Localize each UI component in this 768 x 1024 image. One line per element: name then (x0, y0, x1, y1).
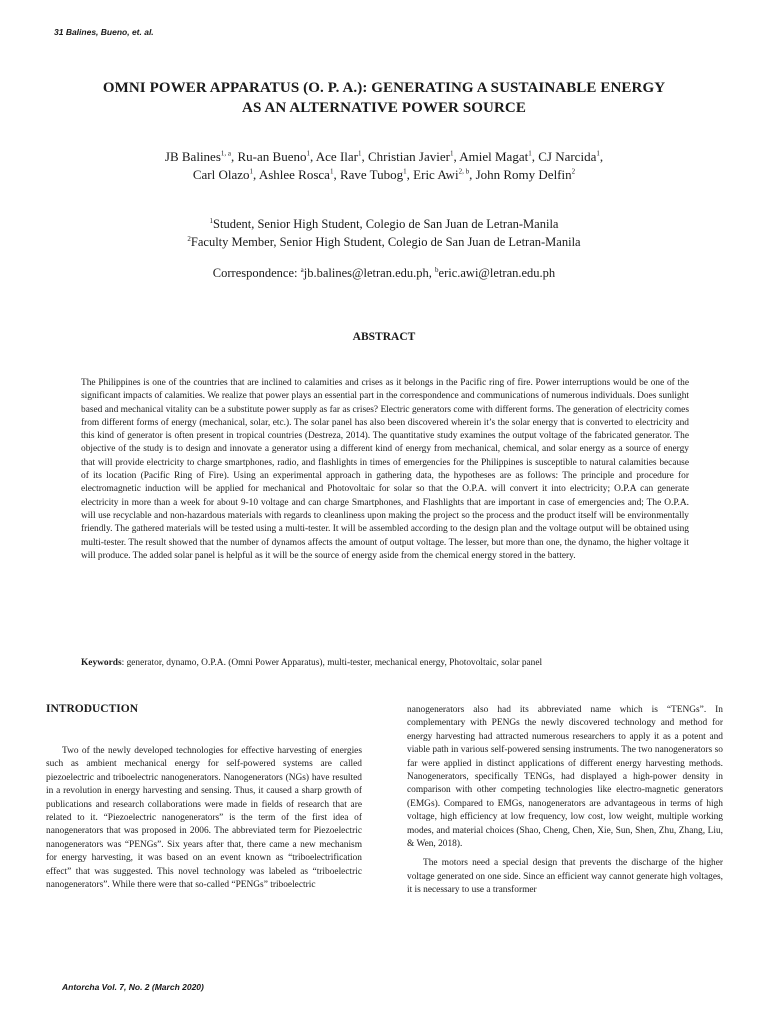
author-sup: 1, a (220, 149, 231, 158)
author-sup: 1 (357, 149, 362, 158)
correspondence: Correspondence: $^a$jb.balines@letran.edu.ph, $^b$eric.awi@letran.edu.ph (212, 265, 556, 280)
author-sup: 1 (449, 149, 454, 158)
title-line-1: OMNI POWER APPARATUS (O. P. A.): GENERATING A SUSTAINABLE ENERGY (102, 80, 666, 96)
author-name: Ru-an Bueno (237, 149, 307, 164)
keywords-label: Keywords (81, 658, 122, 668)
abstract-body: The Philippines is one of the countries that are inclined to calamities and crises as it belongs in the Pacific ring of fire. Power interruptions would be one of the significant impacts of calamities. We realize that power plays an essential part in the correspondence and communications of numerous individuals. Does sunlight based and mechanical vitality can be a substitute power supply as far as crises? Electric generators come with different forms. The generation of electricity comes from different forms of energy (mechanical, solar, etc.). The solar panel has also been discovered wherein it’s the solar energy that is converted to electricity and this kind of generator is often present in tropical countries (Destreza, 2014). The quantitative study examines the output voltage of the fabricated generator. The objective of the study is to design and innovate a generator using a different kind of energy from mechanical, chemical, and solar energy as a source of energy that will provide electricity to charge smartphones, radio, and flashlights in times of emergencies for the Philippines is susceptible to natural calamities because of its location (Pacific Ring of Fire). Using an experimental approach in gathering data, the hypotheses are as follows: The principle and procedure for electromagnetic induction will be applied for mechanical and Photovoltaic for solar so that the O.P.A. will convert it into electricity; O.P.A can generate electricity in more than a week for about 9-10 voltage and can charge Smartphones, and Flashlights that are important in case of emergencies and; The O.P.A. will use recyclable and non-hazardous materials with regards to cleanliness upon making the project so the process and the product itself will be environmentally friendly. The gathered materials will be tested using a multi-tester. It will be assembled according to the design plan and the voltage output will be obtained using multi-tester. The result showed that the number of dynamos affects the amount of output voltage. The lesser, but more than one, the dynamo, the higher voltage it will produce. The added solar panel is helpful as it will be the source of energy aside from the chemical energy stored in the battery. (81, 378, 689, 561)
author-name: Rave Tubog (339, 167, 404, 182)
affiliation-text: Faculty Member, Senior High Student, Colegio de San Juan de Letran-Manila (190, 235, 581, 249)
paragraph: The motors need a special design that prevents the discharge of the higher voltage generated on one side. Since an efficient way cannot generate high voltages, it is necessary to use a transformer (407, 858, 723, 896)
author-list (60, 148, 708, 184)
affiliation-sup: 2 (187, 234, 191, 243)
author-line-1: JB Balines$^{1, a}$, Ru-an Bueno$^1$, Ace Ilar$^1$, Christian Javier$^1$, Amiel Magat$^1$, CJ Narcida$^1$, (164, 149, 604, 164)
affiliations (60, 215, 708, 251)
author-name: Christian Javier (367, 149, 450, 164)
author-line-2: Carl Olazo$^1$, Ashlee Rosca$^1$, Rave Tubog$^1$, Eric Awi$^{2, b}$, John Romy Delfin$^2$ (192, 167, 576, 182)
paragraph: Two of the newly developed technologies for effective harvesting of energies such as ambient mechanical energy for self-powered systems are called piezoelectric and triboelectric nanogenerators. Nanogenerators (NGs) have resulted in a revolution in energy harvesting and sensing. Thus, it caused a sharp growth of publications and research collaborations were made in fields of research that are related to it. “Piezoelectric nanogenerators” is the term of the first idea of nanogenerators that was proposed in 2006. The abbreviated term for Piezoelectric nanogenerators was “PENGs”. Six years after that, there came a new mechanism for energy harvesting, it was based on an event known as “triboelectrification effect” that was suggested. This novel technology was labeled as “triboelectric nanogenerators”. While there were that so-called “PENGs” triboelectric (46, 746, 362, 891)
author-name: Ace Ilar (315, 149, 358, 164)
author-name: Ashlee Rosca (258, 167, 330, 182)
author-name: John Romy Delfin (475, 167, 572, 182)
author-name: Eric Awi (413, 167, 459, 182)
keywords (81, 658, 701, 668)
author-sup: 1 (403, 167, 407, 176)
right-column (407, 704, 723, 898)
running-head: 31 Balines, Bueno, et. al. (54, 27, 154, 37)
author-sup: 1 (528, 149, 532, 158)
author-name: Carl Olazo (192, 167, 250, 182)
paragraph: nanogenerators also had its abbreviated name which is “TENGs”. In complementary with PENGs the newly discovered technology and method for energy harvesting had attracted numerous researchers to apply it as a potent and viable path in various self-powered sensing instruments. The two nanogenerators so far were applied in distinct applications of different energy harvesting methods. Nanogenerators, specifically TENGs, had displayed a high-power density in comparison with other competing technologies like electro-magnetic generators (EMGs). Compared to EMGs, nanogenerators are advantageous in terms of high voltage, high efficiency at low frequency, low cost, low weight, multiple working modes, and material choices (Shao, Cheng, Chen, Xie, Sun, Shen, Zhu, Zhang, Liu, & Wen, 2018). (407, 705, 723, 850)
email-sup: a (300, 265, 304, 274)
author-sup: 2 (571, 167, 576, 176)
title-line-2: AS AN ALTERNATIVE POWER SOURCE (242, 100, 526, 116)
author-sup: 1 (329, 167, 334, 176)
author-sup: 1 (249, 167, 254, 176)
author-name: JB Balines (164, 149, 221, 164)
email-link-b[interactable]: eric.awi@letran.edu.ph (438, 266, 556, 280)
abstract-heading: ABSTRACT (352, 331, 416, 343)
affiliation-1 (60, 215, 708, 233)
affiliation-2 (60, 233, 708, 251)
paper-title (40, 78, 728, 118)
correspondence-label: Correspondence: (212, 266, 301, 280)
email-link-a[interactable]: jb.balines@letran.edu.ph (303, 266, 429, 280)
keywords-text: : generator, dynamo, O.P.A. (Omni Power Apparatus), multi-tester, mechanical energy, Photovoltaic, solar panel (121, 658, 543, 668)
author-sup: 2, b (458, 167, 470, 176)
author-name: Amiel Magat (459, 149, 529, 164)
section-heading-introduction: INTRODUCTION (46, 703, 139, 715)
left-column (46, 745, 362, 892)
affiliation-sup: 1 (209, 216, 214, 225)
author-sup: 1 (596, 149, 600, 158)
journal-footer: Antorcha Vol. 7, No. 2 (March 2020) (62, 982, 204, 992)
author-name: CJ Narcida (538, 149, 597, 164)
email-sup: b (435, 265, 439, 274)
affiliation-text: Student, Senior High Student, Colegio de San Juan de Letran-Manila (213, 217, 559, 231)
author-sup: 1 (306, 149, 310, 158)
